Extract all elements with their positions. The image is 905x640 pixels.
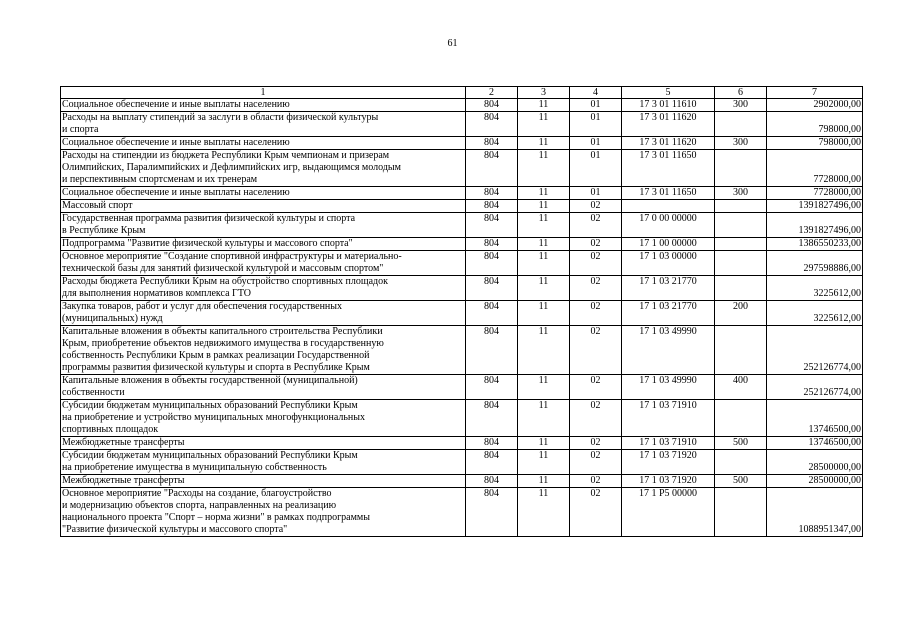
row-rz-cell: 11 [518,112,570,137]
row-rz-cell: 11 [518,200,570,213]
table-row [61,450,863,475]
table-header-row [61,87,863,99]
row-amount-cell: 13746500,00 [767,437,863,450]
row-pr-cell: 01 [570,99,622,112]
table-row [61,475,863,488]
row-rz-cell: 11 [518,400,570,437]
row-csr-cell: 17 1 03 71910 [622,437,715,450]
row-name-cell: Основное мероприятие "Создание спортивной инфраструктуры и материально- технической базы для занятий физической культурой и массовым спортом" [61,251,466,276]
row-gr-cell: 804 [466,200,518,213]
row-vr-cell: 300 [715,137,767,150]
row-vr-cell [715,200,767,213]
row-rz-cell: 11 [518,301,570,326]
row-vr-cell: 500 [715,475,767,488]
row-pr-cell: 01 [570,150,622,187]
row-vr-cell [715,213,767,238]
row-gr-cell: 804 [466,326,518,375]
row-name-cell: Закупка товаров, работ и услуг для обеспечения государственных (муниципальных) нужд [61,301,466,326]
row-vr-cell [715,488,767,537]
row-rz-cell: 11 [518,150,570,187]
row-amount-cell: 28500000,00 [767,450,863,475]
row-name-cell: Расходы бюджета Республики Крым на обустройство спортивных площадок для выполнения нормативов комплекса ГТО [61,276,466,301]
row-vr-cell: 500 [715,437,767,450]
row-rz-cell: 11 [518,437,570,450]
row-gr-cell: 804 [466,437,518,450]
row-amount-cell: 798000,00 [767,137,863,150]
row-name-cell: Субсидии бюджетам муниципальных образований Республики Крым на приобретение имущества в муниципальную собственность [61,450,466,475]
row-pr-cell: 02 [570,437,622,450]
column-header: 4 [570,87,622,99]
row-amount-cell: 1386550233,00 [767,238,863,251]
row-pr-cell: 02 [570,375,622,400]
row-pr-cell: 02 [570,238,622,251]
row-amount-cell: 7728000,00 [767,187,863,200]
column-header: 5 [622,87,715,99]
row-gr-cell: 804 [466,400,518,437]
row-csr-cell: 17 3 01 11610 [622,99,715,112]
row-gr-cell: 804 [466,150,518,187]
row-csr-cell: 17 1 00 00000 [622,238,715,251]
row-name-cell: Расходы на выплату стипендий за заслуги в области физической культуры и спорта [61,112,466,137]
row-csr-cell: 17 1 03 21770 [622,276,715,301]
row-pr-cell: 02 [570,450,622,475]
row-vr-cell: 300 [715,99,767,112]
row-pr-cell: 02 [570,200,622,213]
row-pr-cell: 01 [570,137,622,150]
row-name-cell: Субсидии бюджетам муниципальных образований Республики Крым на приобретение и устройство муниципальных многофункциональных спортивных площадок [61,400,466,437]
row-vr-cell [715,276,767,301]
row-pr-cell: 02 [570,213,622,238]
row-csr-cell: 17 3 01 11620 [622,112,715,137]
table-row [61,150,863,187]
row-name-cell: Социальное обеспечение и иные выплаты населению [61,99,466,112]
row-name-cell: Подпрограмма "Развитие физической культуры и массового спорта" [61,238,466,251]
column-header: 6 [715,87,767,99]
table-row [61,137,863,150]
row-rz-cell: 11 [518,187,570,200]
row-vr-cell [715,238,767,251]
table-row [61,488,863,537]
row-rz-cell: 11 [518,251,570,276]
table-row [61,276,863,301]
row-csr-cell: 17 1 03 71910 [622,400,715,437]
row-gr-cell: 804 [466,276,518,301]
row-csr-cell: 17 3 01 11650 [622,150,715,187]
row-gr-cell: 804 [466,137,518,150]
row-amount-cell: 13746500,00 [767,400,863,437]
row-gr-cell: 804 [466,475,518,488]
row-vr-cell: 200 [715,301,767,326]
row-rz-cell: 11 [518,375,570,400]
table-row [61,326,863,375]
column-header: 3 [518,87,570,99]
row-vr-cell [715,450,767,475]
row-amount-cell: 3225612,00 [767,301,863,326]
row-csr-cell: 17 0 00 00000 [622,213,715,238]
row-amount-cell: 1391827496,00 [767,200,863,213]
row-csr-cell: 17 1 03 49990 [622,375,715,400]
row-amount-cell: 252126774,00 [767,375,863,400]
row-amount-cell: 7728000,00 [767,150,863,187]
row-rz-cell: 11 [518,450,570,475]
row-gr-cell: 804 [466,251,518,276]
row-csr-cell: 17 1 03 21770 [622,301,715,326]
row-amount-cell: 2902000,00 [767,99,863,112]
row-name-cell: Межбюджетные трансферты [61,475,466,488]
page-number: 61 [447,38,458,49]
row-name-cell: Капитальные вложения в объекты государственной (муниципальной) собственности [61,375,466,400]
column-header: 7 [767,87,863,99]
row-rz-cell: 11 [518,238,570,251]
row-gr-cell: 804 [466,99,518,112]
row-gr-cell: 804 [466,375,518,400]
row-amount-cell: 297598886,00 [767,251,863,276]
row-gr-cell: 804 [466,488,518,537]
row-csr-cell: 17 3 01 11650 [622,187,715,200]
row-amount-cell: 252126774,00 [767,326,863,375]
row-csr-cell: 17 1 P5 00000 [622,488,715,537]
row-csr-cell: 17 1 03 49990 [622,326,715,375]
row-rz-cell: 11 [518,99,570,112]
row-name-cell: Социальное обеспечение и иные выплаты населению [61,187,466,200]
table-row [61,112,863,137]
row-name-cell: Капитальные вложения в объекты капитального строительства Республики Крым, приобретение объектов недвижимого имущества в государственную собственность Республики Крым в рамках реализации Государственной программы развития физической культуры и спорта в Республике Крым [61,326,466,375]
table-row [61,301,863,326]
row-rz-cell: 11 [518,213,570,238]
row-name-cell: Межбюджетные трансферты [61,437,466,450]
row-amount-cell: 3225612,00 [767,276,863,301]
row-gr-cell: 804 [466,213,518,238]
table-row [61,213,863,238]
table-row [61,437,863,450]
row-vr-cell: 400 [715,375,767,400]
row-rz-cell: 11 [518,276,570,301]
column-header: 2 [466,87,518,99]
row-amount-cell: 1088951347,00 [767,488,863,537]
row-vr-cell [715,326,767,375]
row-gr-cell: 804 [466,187,518,200]
budget-table [60,86,863,537]
row-csr-cell: 17 1 03 71920 [622,475,715,488]
row-vr-cell [715,112,767,137]
row-name-cell: Расходы на стипендии из бюджета Республики Крым чемпионам и призерам Олимпийских, Паралимпийских и Дефлимпийских игр, выдающимся молодым и перспективным спортсменам и их тренерам [61,150,466,187]
row-pr-cell: 02 [570,251,622,276]
row-pr-cell: 02 [570,488,622,537]
row-csr-cell [622,200,715,213]
table-row [61,251,863,276]
row-gr-cell: 804 [466,450,518,475]
table-row [61,200,863,213]
row-amount-cell: 798000,00 [767,112,863,137]
row-vr-cell [715,400,767,437]
row-csr-cell: 17 3 01 11620 [622,137,715,150]
row-pr-cell: 02 [570,326,622,375]
row-pr-cell: 02 [570,276,622,301]
table-row [61,238,863,251]
row-name-cell: Социальное обеспечение и иные выплаты населению [61,137,466,150]
row-gr-cell: 804 [466,112,518,137]
table-row [61,99,863,112]
row-amount-cell: 1391827496,00 [767,213,863,238]
row-pr-cell: 02 [570,301,622,326]
row-rz-cell: 11 [518,137,570,150]
table-row [61,375,863,400]
row-amount-cell: 28500000,00 [767,475,863,488]
row-pr-cell: 01 [570,187,622,200]
row-rz-cell: 11 [518,326,570,375]
row-vr-cell: 300 [715,187,767,200]
table-row [61,187,863,200]
table-row [61,400,863,437]
row-name-cell: Государственная программа развития физической культуры и спорта в Республике Крым [61,213,466,238]
row-vr-cell [715,150,767,187]
row-pr-cell: 01 [570,112,622,137]
row-csr-cell: 17 1 03 71920 [622,450,715,475]
row-rz-cell: 11 [518,475,570,488]
row-pr-cell: 02 [570,400,622,437]
row-gr-cell: 804 [466,301,518,326]
row-csr-cell: 17 1 03 00000 [622,251,715,276]
column-header: 1 [61,87,466,99]
row-gr-cell: 804 [466,238,518,251]
row-vr-cell [715,251,767,276]
row-pr-cell: 02 [570,475,622,488]
row-name-cell: Массовый спорт [61,200,466,213]
row-name-cell: Основное мероприятие "Расходы на создание, благоустройство и модернизацию объектов спорта, направленных на реализацию национального проекта "Спорт – норма жизни" в рамках подпрограммы "Развитие физической культуры и массового спорта" [61,488,466,537]
row-rz-cell: 11 [518,488,570,537]
